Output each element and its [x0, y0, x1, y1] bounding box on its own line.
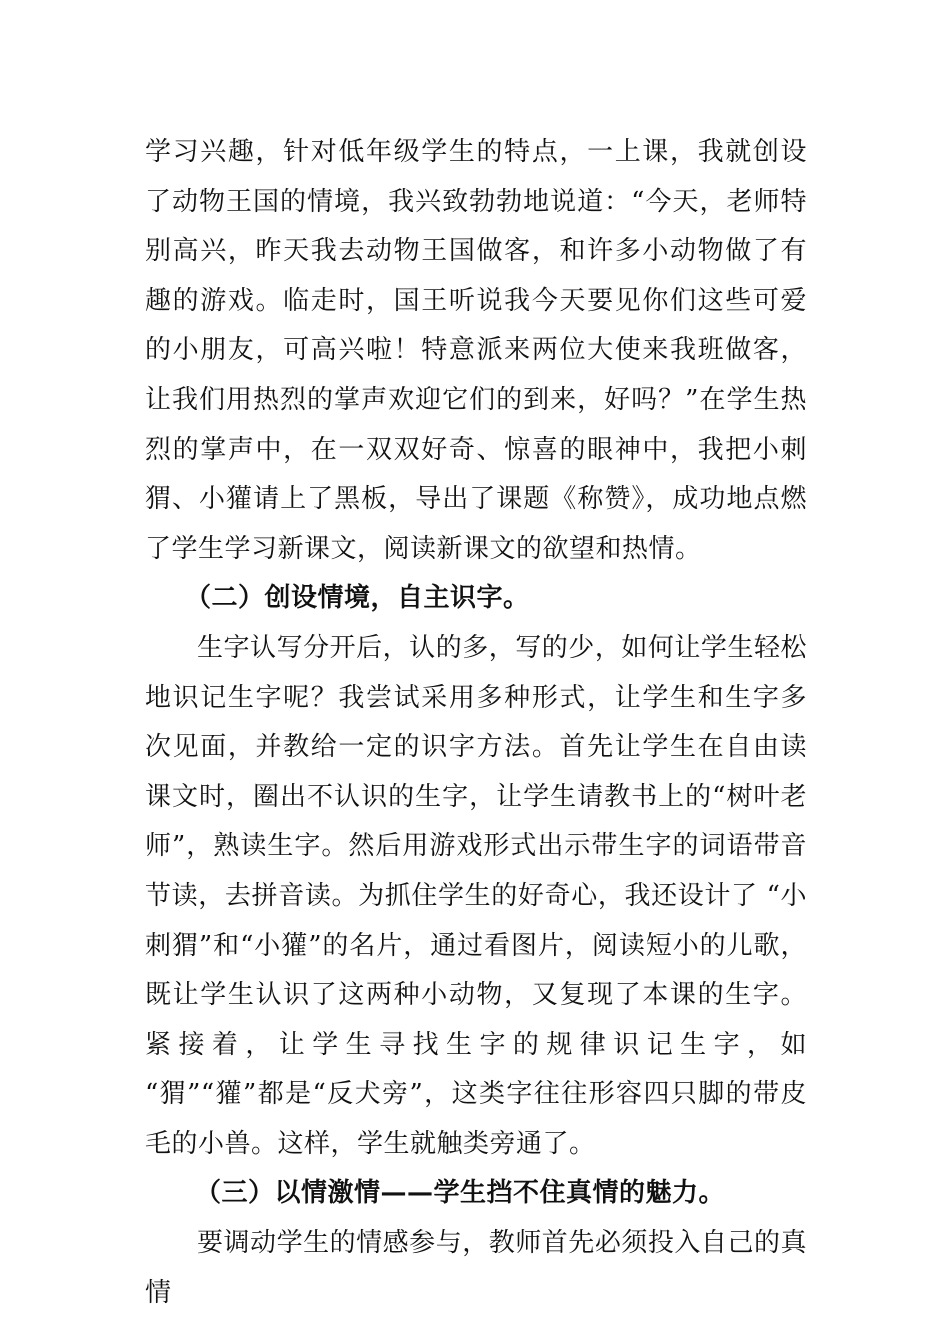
section-heading-2: （二）创设情境，自主识字。	[185, 583, 530, 614]
document-body	[145, 128, 807, 1318]
paragraph-literacy: 生字认写分开后，认的多，写的少，如何让学生轻松地识记生字呢？我尝试采用多种形式，让学生和生字多次见面，并教给一定的识字方法。首先让学生在自由读课文时，圈出不认识的生字，让学生请教书上的“树叶老师”，熟读生字。然后用游戏形式出示带生字的词语带音节读，去拼音读。为抓住学生的好奇心，我还设计了 “小刺猬”和“小獾”的名片，通过看图片，阅读短小的儿歌，既让学生认识了这两种小动物，又复现了本课的生字。紧接着，让学生寻找生字的规律识记生字，如 “猬”“獾”都是“反犬旁”，这类字往往形容四只脚的带皮毛的小兽。这样，学生就触类旁通了。	[145, 632, 807, 1159]
paragraph-continued: 学习兴趣，针对低年级学生的特点，一上课，我就创设了动物王国的情境，我兴致勃勃地说道：“今天，老师特别高兴，昨天我去动物王国做客，和许多小动物做了有趣的游戏。临走时，国王听说我今天要见你们这些可爱的小朋友，可高兴啦！特意派来两位大使来我班做客，让我们用热烈的掌声欢迎它们的到来，好吗？”在学生热烈的掌声中，在一双双好奇、惊喜的眼神中，我把小刺猬、小獾请上了黑板，导出了课题《称赞》，成功地点燃了学生学习新课文，阅读新课文的欲望和热情。	[145, 137, 807, 564]
section-heading-3: （三）以情激情——学生挡不住真情的魅力。	[195, 1178, 726, 1209]
paragraph-emotion: 要调动学生的情感参与，教师首先必须投入自己的真情	[145, 1228, 807, 1308]
